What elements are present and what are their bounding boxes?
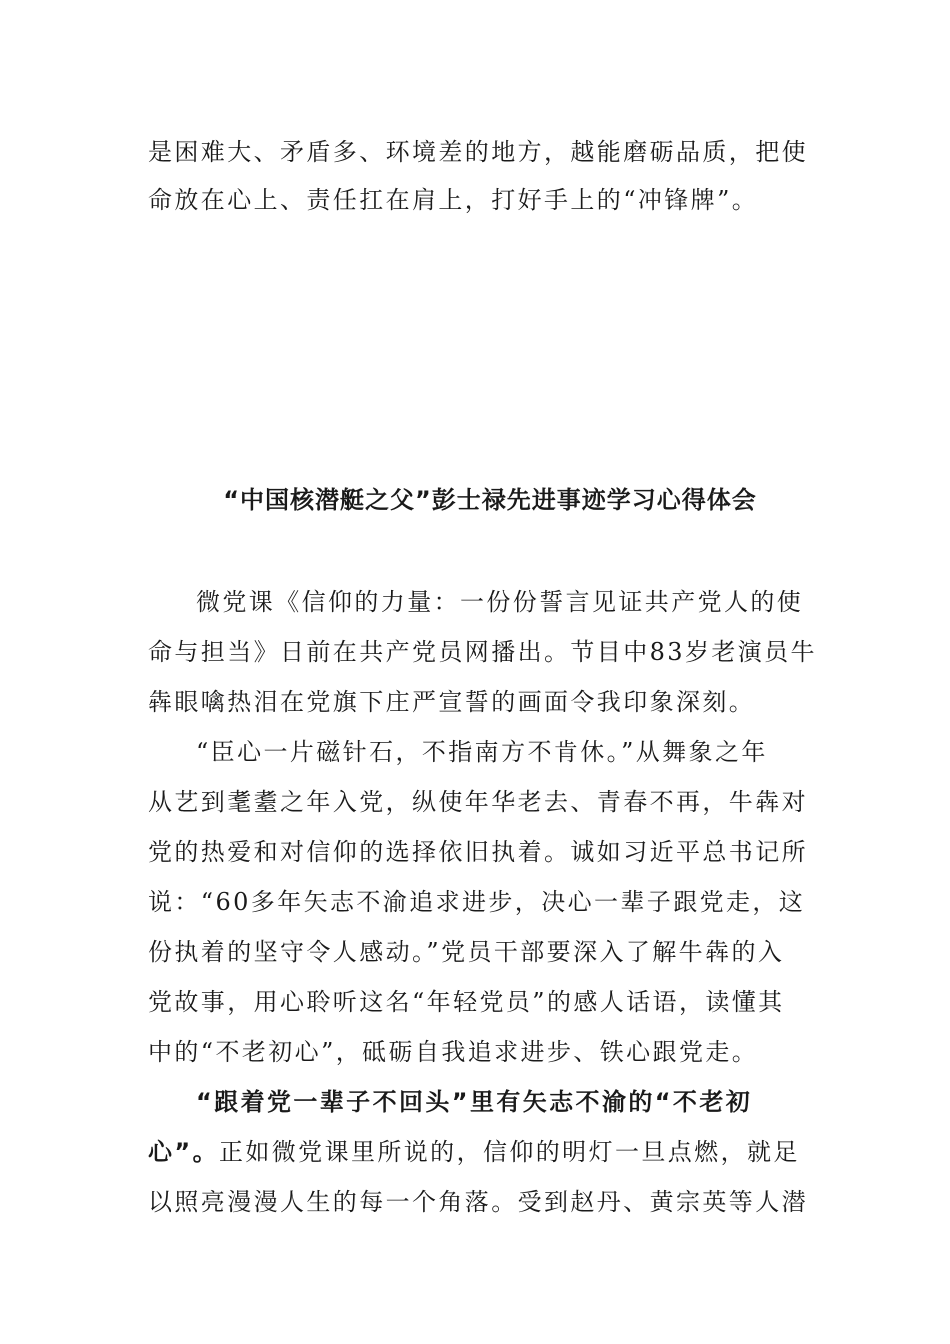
paragraph1-line-1: 微党课《信仰的力量：一份份誓言见证共产党人的使: [196, 588, 804, 616]
paragraph1-line-3: 犇眼噙热泪在党旗下庄严宣誓的画面令我印象深刻。: [148, 688, 756, 716]
paragraph2-line-5: 份执着的坚守令人感动。”党员干部要深入了解牛犇的入: [148, 938, 785, 966]
paragraph2-line-2: 从艺到耄耋之年入党，纵使年华老去、青春不再，牛犇对: [148, 788, 808, 816]
paragraph1-line-2: 命与担当》日前在共产党员网播出。节目中83岁老演员牛: [148, 638, 817, 666]
paragraph2-line-4: 说：“60多年矢志不渝追求进步，决心一辈子跟党走，这: [148, 888, 806, 916]
paragraph3-line-2: [148, 1136, 800, 1168]
article-title: “中国核潜艇之父”彭士禄先进事迹学习心得体会: [223, 486, 757, 514]
paragraph2-line-7: 中的“不老初心”，砥砺自我追求进步、铁心跟党走。: [148, 1038, 759, 1066]
paragraph2-line-1: “臣心一片磁针石，不指南方不肯休。”从舞象之年: [196, 738, 768, 766]
top-paragraph-line-1: 是困难大、矛盾多、环境差的地方，越能磨砺品质，把使: [148, 138, 808, 166]
paragraph3-bold-start: 心”。: [148, 1138, 219, 1166]
paragraph3-bold-line-1: “跟着党一辈子不回头”里有矢志不渝的“不老初: [196, 1088, 753, 1116]
top-paragraph-line-2: 命放在心上、责任扛在肩上，打好手上的“冲锋牌”。: [148, 186, 759, 214]
paragraph3-line-3: 以照亮漫漫人生的每一个角落。受到赵丹、黄宗英等人潜: [148, 1188, 808, 1216]
paragraph2-line-6: 党故事，用心聆听这名“年轻党员”的感人话语，读懂其: [148, 988, 785, 1016]
paragraph2-line-3: 党的热爱和对信仰的选择依旧执着。诚如习近平总书记所: [148, 838, 808, 866]
paragraph3-line-2-rest: 正如微党课里所说的，信仰的明灯一旦点燃，就足: [218, 1138, 800, 1166]
